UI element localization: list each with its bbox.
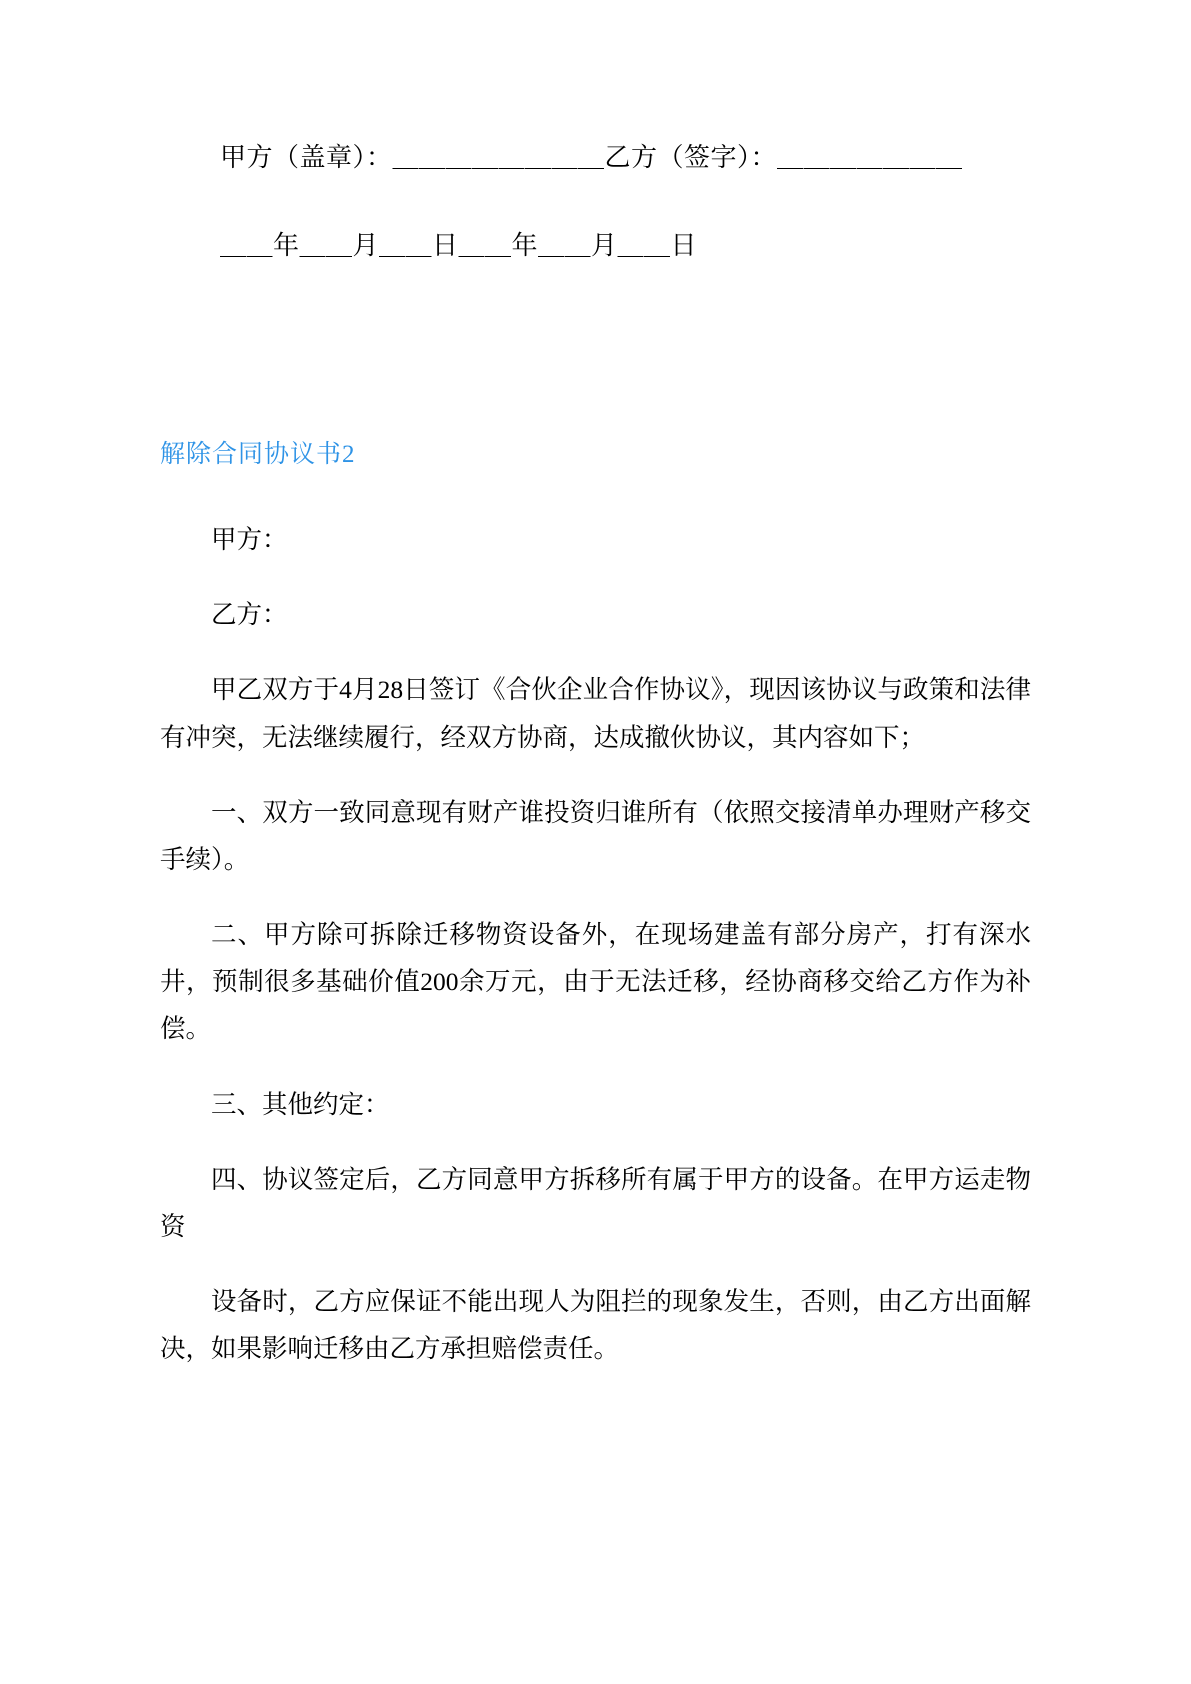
paragraph-clause-3: 三、其他约定： xyxy=(211,1089,390,1119)
paragraph-clause-4: 四、协议签定后，乙方同意甲方拆移所有属于甲方的设备。在甲方运走物资 xyxy=(160,1164,1031,1241)
paragraph-clause-2: 二、甲方除可拆除迁移物资设备外，在现场建盖有部分房产，打有深水井，预制很多基础价值200余万元，由于无法迁移，经协商移交给乙方作为补偿。 xyxy=(160,920,1031,1044)
paragraph-party-a: 甲方： xyxy=(211,525,288,554)
signature-line-parties: 甲方（盖章）：＿＿＿＿＿＿＿＿乙方（签字）：＿＿＿＿＿＿＿ xyxy=(220,143,963,172)
paragraph-preamble: 甲乙双方于4月28日签订《合伙企业合作协议》，现因该协议与政策和法律有冲突，无法继续履行，经双方协商，达成撤伙协议，其内容如下； xyxy=(160,675,1031,752)
paragraph-clause-1: 一、双方一致同意现有财产谁投资归谁所有（依照交接清单办理财产移交手续）。 xyxy=(160,797,1031,874)
section-heading-wrap xyxy=(160,434,1031,470)
section-title: 解除合同协议书2 xyxy=(160,441,356,468)
signature-line-date: ＿＿年＿＿月＿＿日＿＿年＿＿月＿＿日 xyxy=(220,231,698,260)
paragraph-clause-4-continued: 设备时，乙方应保证不能出现人为阻拦的现象发生，否则，由乙方出面解决，如果影响迁移由乙方承担赔偿责任。 xyxy=(160,1287,1031,1364)
paragraph-party-b: 乙方： xyxy=(211,600,288,630)
